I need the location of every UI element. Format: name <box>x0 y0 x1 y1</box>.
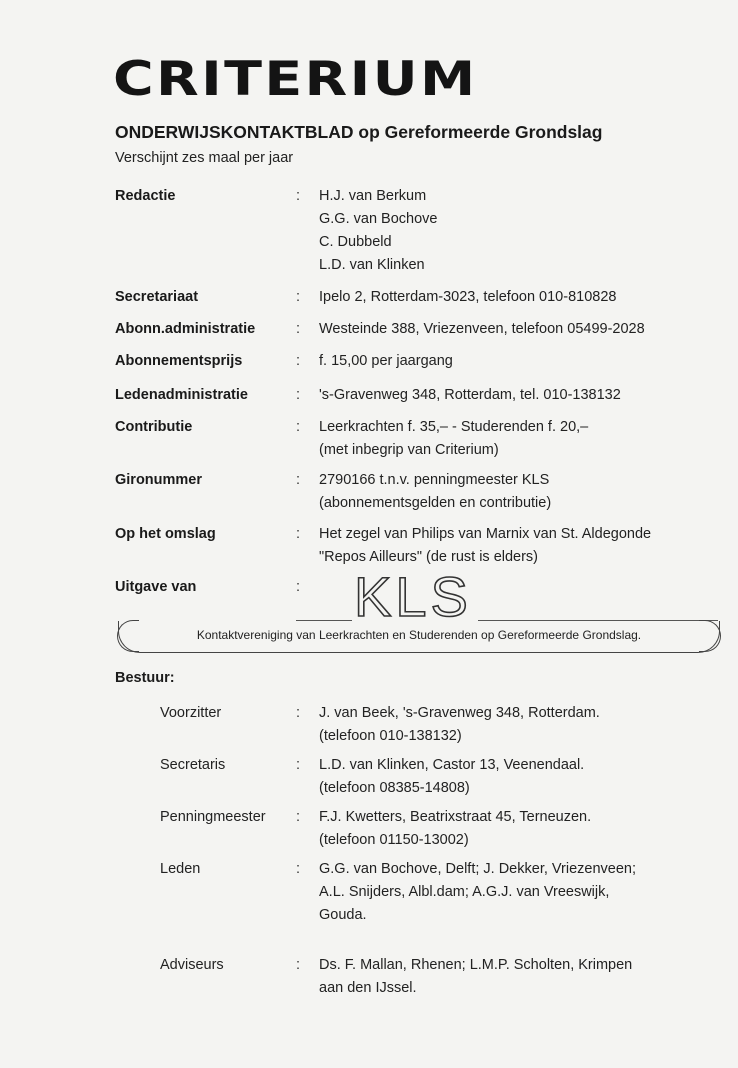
value-line: Ipelo 2, Rotterdam-3023, telefoon 010-810828 <box>319 289 617 305</box>
value-line: Het zegel van Philips van Marnix van St. Aldegonde <box>319 526 652 542</box>
bestuur-role: Voorzitter <box>160 705 222 721</box>
bestuur-value <box>319 806 591 852</box>
bestuur-value <box>319 954 632 1000</box>
organization-banner <box>118 621 720 653</box>
row-colon: : <box>296 526 301 542</box>
value-line: 2790166 t.n.v. penningmeester KLS <box>319 472 550 488</box>
row-colon: : <box>296 957 301 973</box>
bestuur-value <box>319 754 584 800</box>
value-line: (telefoon 08385-14808) <box>319 780 470 796</box>
row-value <box>319 469 551 515</box>
value-line: (met inbegrip van Criterium) <box>319 442 499 458</box>
value-line: G.G. van Bochove <box>319 211 438 227</box>
bestuur-value <box>319 858 636 927</box>
value-line: (abonnementsgelden en contributie) <box>319 495 552 511</box>
value-line: G.G. van Bochove, Delft; J. Dekker, Vriezenveen; <box>319 861 636 877</box>
row-colon: : <box>296 321 301 337</box>
value-line: H.J. van Berkum <box>319 188 427 204</box>
row-value <box>319 286 616 309</box>
kls-logo-text: KLS <box>354 566 472 622</box>
row-label: Gironummer <box>115 472 203 488</box>
publication-frequency: Verschijnt zes maal per jaar <box>115 150 294 166</box>
row-colon: : <box>296 757 301 773</box>
value-line: F.J. Kwetters, Beatrixstraat 45, Terneuzen. <box>319 809 592 825</box>
value-line: (telefoon 010-138132) <box>319 728 462 744</box>
bestuur-role: Adviseurs <box>160 957 224 973</box>
value-line: Ds. F. Mallan, Rhenen; L.M.P. Scholten, Krimpen <box>319 957 633 973</box>
row-colon: : <box>296 809 301 825</box>
row-label: Ledenadministratie <box>115 387 248 403</box>
organization-name: Kontaktvereniging van Leerkrachten en Studerenden op Gereformeerde Grondslag. <box>196 628 642 642</box>
value-line: aan den IJssel. <box>319 980 417 996</box>
value-line: (telefoon 01150-13002) <box>319 832 469 848</box>
magazine-subtitle: ONDERWIJSKONTAKTBLAD op Gereformeerde Grondslag <box>115 122 603 142</box>
bestuur-heading: Bestuur: <box>115 670 175 686</box>
value-line: A.L. Snijders, Albl.dam; A.G.J. van Vreeswijk, <box>319 884 610 900</box>
row-label: Abonnementsprijs <box>115 353 243 369</box>
row-colon: : <box>296 188 301 204</box>
magazine-title: CRITERIUM <box>113 52 478 107</box>
bestuur-role: Secretaris <box>160 757 226 773</box>
row-label: Contributie <box>115 419 193 435</box>
value-line: f. 15,00 per jaargang <box>319 353 453 369</box>
bestuur-role: Penningmeester <box>160 809 266 825</box>
row-value <box>319 185 437 277</box>
row-colon: : <box>296 861 301 877</box>
row-colon: : <box>296 705 301 721</box>
row-label: Secretariaat <box>115 289 199 305</box>
value-line: C. Dubbeld <box>319 234 392 250</box>
row-colon: : <box>296 579 301 595</box>
value-line: L.D. van Klinken <box>319 257 425 273</box>
kls-logo <box>352 566 482 627</box>
kls-logo-graphic <box>352 566 482 622</box>
value-line: 's-Gravenweg 348, Rotterdam, tel. 010-138132 <box>319 387 621 403</box>
row-label: Op het omslag <box>115 526 216 542</box>
bestuur-role: Leden <box>160 861 201 877</box>
row-colon: : <box>296 353 301 369</box>
value-line: L.D. van Klinken, Castor 13, Veenendaal. <box>319 757 585 773</box>
row-label: Uitgave van <box>115 579 197 595</box>
row-label: Redactie <box>115 188 176 204</box>
row-colon: : <box>296 472 301 488</box>
row-colon: : <box>296 419 301 435</box>
value-line: "Repos Ailleurs" (de rust is elders) <box>319 549 539 565</box>
row-label: Abonn.administratie <box>115 321 256 337</box>
value-line: Gouda. <box>319 907 367 923</box>
value-line: Leerkrachten f. 35,– - Studerenden f. 20,– <box>319 419 589 435</box>
row-colon: : <box>296 289 301 305</box>
value-line: J. van Beek, 's-Gravenweg 348, Rotterdam. <box>319 705 600 721</box>
row-value <box>319 523 651 569</box>
row-value <box>319 416 588 462</box>
row-value <box>319 350 453 373</box>
bestuur-value <box>319 702 600 748</box>
row-value <box>319 384 621 407</box>
value-line: Westeinde 388, Vriezenveen, telefoon 05499-2028 <box>319 321 645 337</box>
row-value <box>319 318 645 341</box>
row-colon: : <box>296 387 301 403</box>
